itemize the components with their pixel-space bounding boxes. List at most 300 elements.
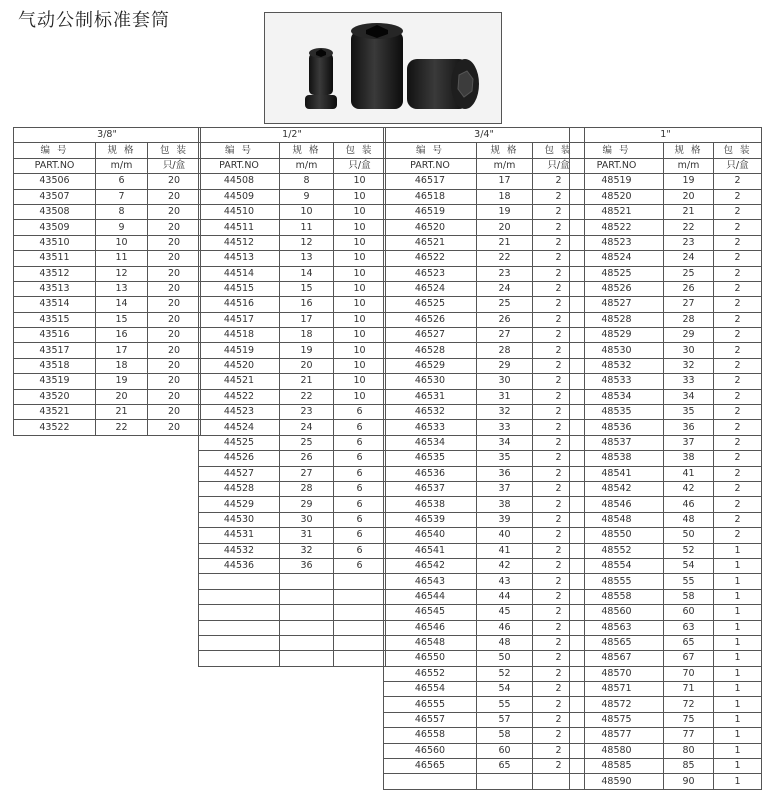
size-cell: 36 [664,420,714,435]
size-cell: 58 [664,589,714,604]
part-no-cell: 46557 [384,712,477,727]
empty-cell [199,605,280,620]
table-row [199,204,386,219]
product-photo [264,12,502,124]
size-cell: 22 [477,251,533,266]
table-row [570,605,762,620]
pack-qty-cell: 2 [533,435,585,450]
part-no-cell: 46536 [384,466,477,481]
empty-cell [334,651,386,666]
size-cell: 9 [96,220,148,235]
empty-cell [280,589,334,604]
table-row [384,420,585,435]
size-cell: 14 [280,266,334,281]
size-cell: 60 [477,743,533,758]
part-no-cell: 46531 [384,389,477,404]
pack-column-header: 只/盒 [148,158,201,173]
table-row [199,281,386,296]
size-column-header: 规 格 [280,143,334,158]
table-row [570,620,762,635]
part-no-cell: 48546 [570,497,664,512]
table-row [570,405,762,420]
table-row [199,312,386,327]
part-no-cell: 46518 [384,189,477,204]
pack-qty-cell: 2 [714,528,762,543]
size-cell: 48 [477,635,533,650]
pack-qty-cell: 1 [714,605,762,620]
size-cell: 85 [664,759,714,774]
pack-column-header: 包 装 [334,143,386,158]
table-row [199,266,386,281]
part-no-cell: 43520 [14,389,96,404]
part-no-cell: 48521 [570,204,664,219]
size-cell: 21 [280,374,334,389]
table-row [384,405,585,420]
pack-qty-cell: 2 [533,635,585,650]
part-no-cell: 48536 [570,420,664,435]
pack-qty-cell: 2 [533,266,585,281]
pack-qty-cell: 6 [334,528,386,543]
table-row [384,574,585,589]
part-no-cell: 46548 [384,635,477,650]
size-cell: 36 [477,466,533,481]
part-no-cell: 46539 [384,512,477,527]
size-cell: 70 [664,666,714,681]
size-cell: 16 [280,297,334,312]
part-no-cell: 44514 [199,266,280,281]
pack-qty-cell: 6 [334,451,386,466]
pack-qty-cell: 1 [714,743,762,758]
part-column-header: 编 号 [384,143,477,158]
size-cell: 45 [477,605,533,620]
pack-qty-cell: 2 [714,189,762,204]
table-row [570,497,762,512]
part-no-cell: 46533 [384,420,477,435]
pack-qty-cell: 20 [148,389,201,404]
size-cell: 22 [96,420,148,435]
empty-cell [384,774,477,789]
size-cell: 18 [477,189,533,204]
part-no-cell: 48520 [570,189,664,204]
part-no-cell: 44518 [199,328,280,343]
table-row [14,251,201,266]
table-row [14,204,201,219]
pack-qty-cell: 2 [714,466,762,481]
table-row [384,266,585,281]
table-row [570,358,762,373]
pack-qty-cell: 10 [334,235,386,250]
pack-qty-cell: 1 [714,543,762,558]
size-cell: 24 [664,251,714,266]
part-no-cell: 48542 [570,481,664,496]
size-cell: 39 [477,512,533,527]
table-row [14,235,201,250]
size-cell: 18 [280,328,334,343]
part-no-cell: 46560 [384,743,477,758]
part-no-cell: 43521 [14,405,96,420]
part-no-cell: 43516 [14,328,96,343]
part-column-header: 编 号 [14,143,96,158]
pack-qty-cell: 1 [714,620,762,635]
size-cell: 25 [477,297,533,312]
size-cell: 80 [664,743,714,758]
pack-qty-cell: 2 [714,405,762,420]
empty-cell [334,574,386,589]
pack-qty-cell: 10 [334,343,386,358]
part-no-cell: 48590 [570,774,664,789]
part-no-cell: 43506 [14,174,96,189]
pack-qty-cell: 2 [533,589,585,604]
size-cell: 36 [280,558,334,573]
part-no-cell: 44515 [199,281,280,296]
size-cell: 43 [477,574,533,589]
pack-qty-cell: 2 [533,605,585,620]
pack-qty-cell: 2 [714,235,762,250]
part-no-cell: 48532 [570,358,664,373]
pack-qty-cell: 2 [533,374,585,389]
size-cell: 29 [280,497,334,512]
empty-cell [199,620,280,635]
pack-qty-cell: 2 [533,528,585,543]
table-row [570,451,762,466]
table-row [570,312,762,327]
part-no-cell: 44527 [199,466,280,481]
table-row [14,266,201,281]
part-no-cell: 43519 [14,374,96,389]
part-no-cell: 46530 [384,374,477,389]
pack-qty-cell: 2 [714,451,762,466]
table-row [384,374,585,389]
part-no-cell: 46534 [384,435,477,450]
size-cell: 34 [477,435,533,450]
size-cell: 27 [477,328,533,343]
part-no-cell: 43514 [14,297,96,312]
size-cell: 11 [96,251,148,266]
part-no-cell: 48528 [570,312,664,327]
pack-qty-cell: 1 [714,574,762,589]
table-row [384,497,585,512]
pack-qty-cell: 6 [334,497,386,512]
size-cell: 38 [664,451,714,466]
pack-qty-cell: 2 [533,620,585,635]
table-row [384,312,585,327]
part-no-cell: 46550 [384,651,477,666]
size-cell: 52 [664,543,714,558]
part-no-cell: 48572 [570,697,664,712]
empty-cell [280,605,334,620]
part-no-cell: 48580 [570,743,664,758]
size-cell: 27 [280,466,334,481]
table-row [384,297,585,312]
table-row [384,328,585,343]
size-column-header: m/m [664,158,714,173]
part-no-cell: 44532 [199,543,280,558]
pack-qty-cell: 2 [533,420,585,435]
size-cell: 8 [280,174,334,189]
part-no-cell: 46555 [384,697,477,712]
part-no-cell: 48550 [570,528,664,543]
table-row [570,712,762,727]
pack-qty-cell: 1 [714,682,762,697]
table-row [570,651,762,666]
empty-row [199,605,386,620]
table-row [199,481,386,496]
size-cell: 77 [664,728,714,743]
pack-qty-cell: 6 [334,420,386,435]
part-no-cell: 43513 [14,281,96,296]
table-row [384,481,585,496]
table-row [570,743,762,758]
part-no-cell: 43510 [14,235,96,250]
pack-qty-cell: 2 [533,358,585,373]
table-row [14,189,201,204]
size-cell: 9 [280,189,334,204]
table-row [570,759,762,774]
part-no-cell: 48522 [570,220,664,235]
part-no-cell: 44522 [199,389,280,404]
pack-qty-cell: 1 [714,774,762,789]
part-no-cell: 44523 [199,405,280,420]
size-cell: 41 [477,543,533,558]
size-column-header: m/m [96,158,148,173]
part-column-header: PART.NO [384,158,477,173]
table-row [570,389,762,404]
size-cell: 20 [96,389,148,404]
table-row [384,343,585,358]
size-cell: 32 [280,543,334,558]
part-no-cell: 48585 [570,759,664,774]
pack-qty-cell: 2 [533,512,585,527]
part-no-cell: 46528 [384,343,477,358]
pack-qty-cell: 2 [714,358,762,373]
size-cell: 15 [96,312,148,327]
table-row [199,374,386,389]
table-row [199,558,386,573]
part-no-cell: 46546 [384,620,477,635]
pack-qty-cell: 20 [148,358,201,373]
pack-qty-cell: 6 [334,481,386,496]
part-no-cell: 46558 [384,728,477,743]
part-no-cell: 48534 [570,389,664,404]
table-row [384,451,585,466]
pack-qty-cell: 10 [334,374,386,389]
pack-qty-cell: 20 [148,251,201,266]
size-cell: 46 [477,620,533,635]
part-no-cell: 48565 [570,635,664,650]
pack-qty-cell: 2 [533,451,585,466]
drive-size-header: 3/4" [384,128,585,143]
pack-qty-cell: 2 [533,220,585,235]
table-row [570,343,762,358]
pack-qty-cell: 2 [714,435,762,450]
pack-qty-cell: 2 [714,204,762,219]
part-no-cell: 48533 [570,374,664,389]
table-row [14,220,201,235]
table-row [199,328,386,343]
size-cell: 44 [477,589,533,604]
table-row [199,297,386,312]
table-row [199,512,386,527]
pack-qty-cell: 10 [334,174,386,189]
table-row [570,266,762,281]
table-row [199,466,386,481]
table-row [570,558,762,573]
part-no-cell: 44519 [199,343,280,358]
part-no-cell: 48555 [570,574,664,589]
empty-row [384,774,585,789]
pack-qty-cell: 6 [334,512,386,527]
pack-qty-cell: 1 [714,697,762,712]
large-socket-icon [351,23,403,109]
table-row [384,543,585,558]
pack-qty-cell: 2 [533,174,585,189]
table-row [570,328,762,343]
part-no-cell: 46538 [384,497,477,512]
table-row [384,235,585,250]
pack-qty-cell: 20 [148,328,201,343]
empty-cell [280,574,334,589]
pack-qty-cell: 10 [334,389,386,404]
part-no-cell: 48548 [570,512,664,527]
pack-qty-cell: 10 [334,312,386,327]
pack-qty-cell: 2 [533,558,585,573]
size-cell: 32 [477,405,533,420]
size-cell: 22 [664,220,714,235]
part-no-cell: 46545 [384,605,477,620]
size-cell: 33 [664,374,714,389]
table-row [14,297,201,312]
size-cell: 7 [96,189,148,204]
part-no-cell: 48519 [570,174,664,189]
size-cell: 21 [477,235,533,250]
pack-qty-cell: 2 [533,343,585,358]
size-cell: 25 [664,266,714,281]
size-cell: 35 [477,451,533,466]
table-row [199,220,386,235]
table-row [14,328,201,343]
size-cell: 57 [477,712,533,727]
size-cell: 30 [280,512,334,527]
part-column-header: 编 号 [570,143,664,158]
pack-qty-cell: 2 [533,697,585,712]
part-column-header: PART.NO [14,158,96,173]
drive-table [383,127,585,790]
part-no-cell: 48563 [570,620,664,635]
table-row [570,481,762,496]
empty-cell [280,620,334,635]
drive-size-header: 3/8" [14,128,201,143]
part-no-cell: 46542 [384,558,477,573]
table-row [570,435,762,450]
size-cell: 22 [280,389,334,404]
pack-qty-cell: 2 [533,405,585,420]
table-row [384,466,585,481]
pack-qty-cell: 2 [714,266,762,281]
table-row [384,697,585,712]
empty-cell [199,651,280,666]
pack-qty-cell: 20 [148,405,201,420]
size-cell: 48 [664,512,714,527]
part-no-cell: 48567 [570,651,664,666]
pack-qty-cell: 2 [533,235,585,250]
drive-table [198,127,386,667]
size-cell: 30 [664,343,714,358]
part-no-cell: 48570 [570,666,664,681]
table-row [384,620,585,635]
table-row [570,512,762,527]
part-no-cell: 46532 [384,405,477,420]
pack-qty-cell: 6 [334,558,386,573]
pack-qty-cell: 10 [334,358,386,373]
table-row [570,204,762,219]
table-row [14,374,201,389]
pack-qty-cell: 20 [148,220,201,235]
part-no-cell: 48527 [570,297,664,312]
size-cell: 19 [477,204,533,219]
pack-qty-cell: 2 [714,512,762,527]
table-row [384,189,585,204]
size-cell: 41 [664,466,714,481]
part-no-cell: 48577 [570,728,664,743]
part-no-cell: 46529 [384,358,477,373]
part-column-header: PART.NO [199,158,280,173]
pack-qty-cell: 20 [148,281,201,296]
size-cell: 23 [477,266,533,281]
table-row [570,281,762,296]
pack-qty-cell: 6 [334,466,386,481]
part-no-cell: 44508 [199,174,280,189]
part-no-cell: 43511 [14,251,96,266]
pack-qty-cell: 1 [714,666,762,681]
part-no-cell: 43508 [14,204,96,219]
size-cell: 55 [477,697,533,712]
size-cell: 34 [664,389,714,404]
size-cell: 10 [96,235,148,250]
table-row [384,558,585,573]
part-no-cell: 46525 [384,297,477,312]
size-cell: 37 [664,435,714,450]
drive-table [13,127,201,436]
pack-qty-cell: 20 [148,420,201,435]
table-row [199,451,386,466]
table-row [384,651,585,666]
table-row [199,420,386,435]
empty-row [199,574,386,589]
size-cell: 42 [477,558,533,573]
table-row [570,635,762,650]
part-no-cell: 46544 [384,589,477,604]
size-cell: 26 [664,281,714,296]
empty-cell [334,605,386,620]
table-row [384,605,585,620]
pack-column-header: 只/盒 [533,158,585,173]
table-row [570,297,762,312]
pack-column-header: 包 装 [714,143,762,158]
part-no-cell: 43515 [14,312,96,327]
empty-cell [334,635,386,650]
table-row [570,697,762,712]
pack-qty-cell: 2 [533,281,585,296]
size-cell: 40 [477,528,533,543]
size-column-header: 规 格 [664,143,714,158]
size-cell: 50 [664,528,714,543]
pack-qty-cell: 10 [334,251,386,266]
empty-cell [280,651,334,666]
pack-qty-cell: 2 [533,743,585,758]
pack-qty-cell: 10 [334,204,386,219]
part-no-cell: 46543 [384,574,477,589]
lying-socket-icon [407,59,479,109]
